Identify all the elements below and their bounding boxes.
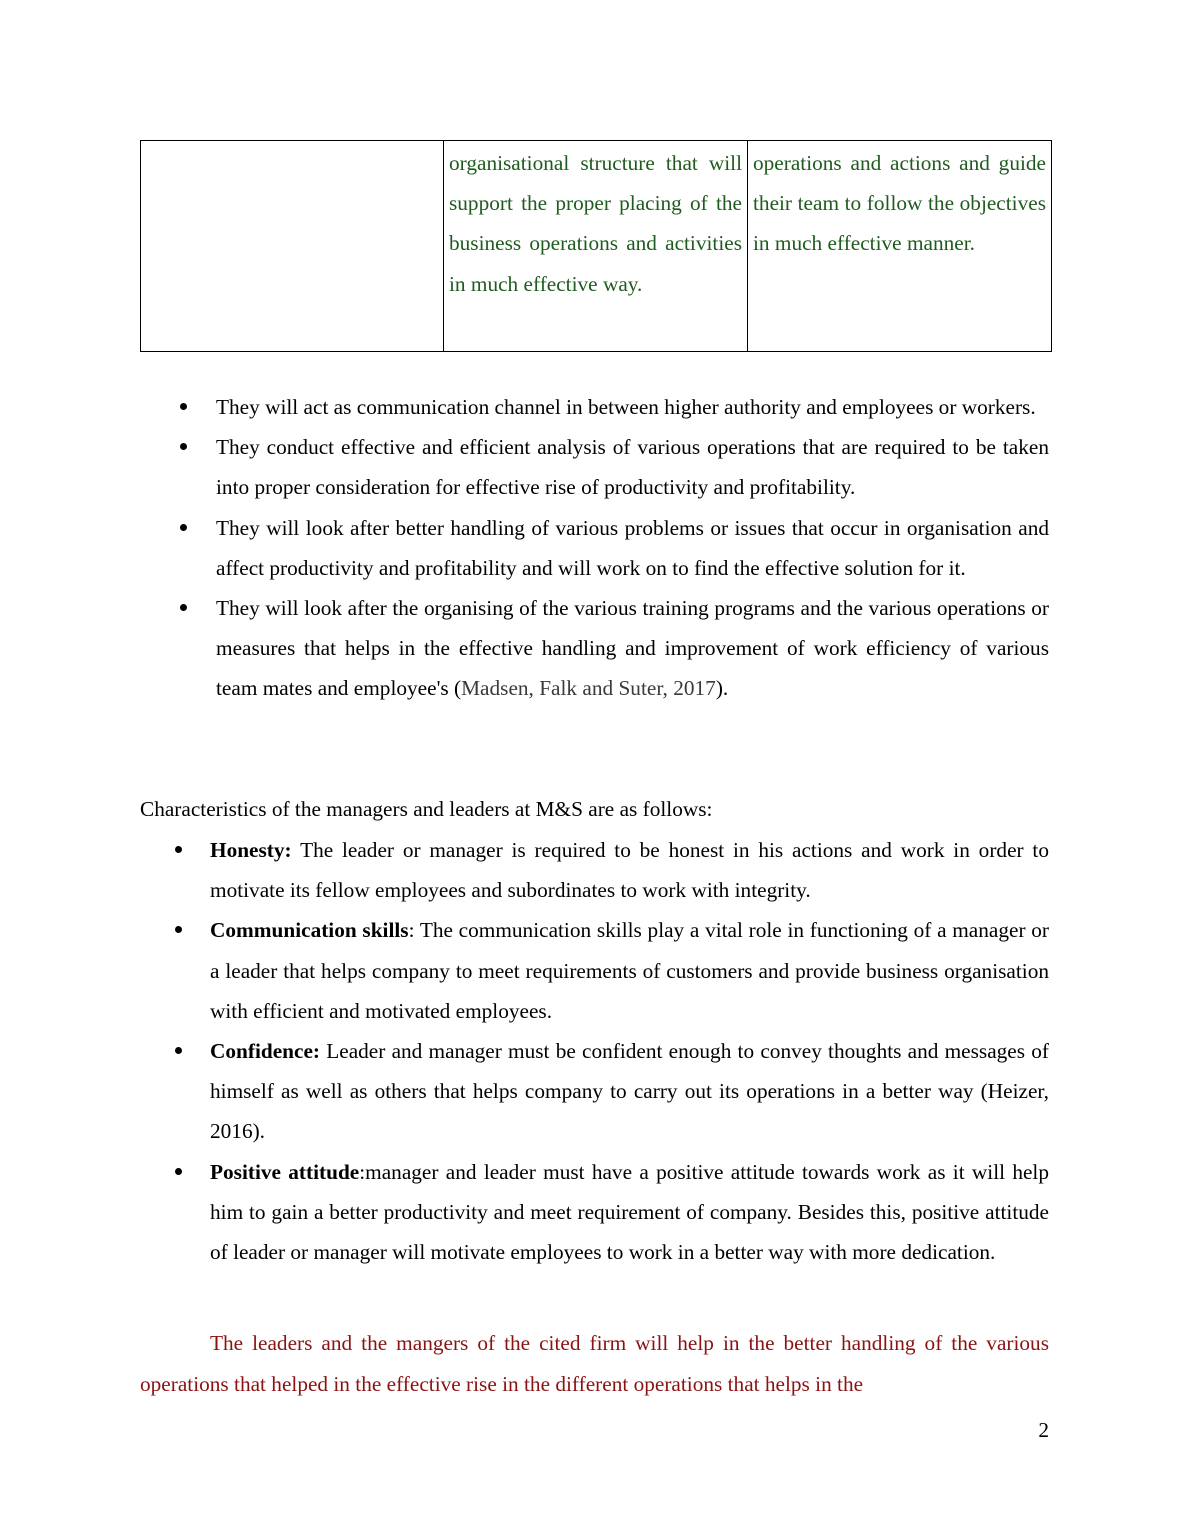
citation: Madsen, Falk and Suter, 2017 [461,676,716,701]
bullet-icon [180,604,187,611]
characteristic-term: Confidence: [210,1039,321,1064]
table-cell-operations: operations and actions and guide their team to follow the objectives in much effective manner. [748,141,1052,352]
bullet-icon [180,403,187,410]
list-item-text: They will act as communication channel in between higher authority and employees or workers. [216,395,1036,419]
bullet-icon [180,524,187,531]
bullet-icon [175,1168,182,1175]
list-item [216,387,1049,427]
list-item [216,427,1049,507]
page-number: 2 [1038,1418,1049,1442]
list-item [210,1152,1049,1273]
characteristics-heading: Characteristics of the managers and leaders at M&S are as follows: [140,797,713,821]
table-cell-empty [141,141,444,352]
characteristic-text: : The communication skills play a vital role in functioning of a manager or a leader that helps company to meet requirements of customers and provide business organisation with efficient and motivated employees. [210,918,1049,1023]
table-cell-structure: organisational structure that will support the proper placing of the business operations and activities in much effective way. [444,141,748,352]
list-item [216,508,1049,588]
list-item [216,588,1049,709]
characteristics-bullet-list [210,830,1049,1272]
list-item-text: They conduct effective and efficient analysis of various operations that are required to be taken into proper consideration for effective rise of productivity and profitability. [216,435,1049,500]
list-item-tail: ). [715,676,729,701]
list-item [210,830,1049,910]
characteristic-term: Communication skills [210,918,409,943]
list-item-text: They will look after better handling of various problems or issues that occur in organisation and affect productivity and profitability and will work on to find the effective solution for it. [216,515,1049,580]
characteristic-term: Positive attitude [210,1159,360,1184]
bullet-icon [175,846,182,853]
characteristic-term: Honesty: [210,838,292,862]
characteristic-text: The leader or manager is required to be honest in his actions and work in order to motivate its fellow employees and subordinates to work with integrity. [210,838,1049,903]
bullet-icon [175,1047,182,1054]
roles-bullet-list [216,387,1049,709]
list-item [210,910,1049,1031]
continued-table [140,140,1052,352]
closing-paragraph: The leaders and the mangers of the cited firm will help in the better handling of the various operations that helped in the effective rise in the different operations that helps in the [140,1331,1049,1396]
bullet-icon [175,926,182,933]
list-item-text: They will look after the organising of the various training programs and the various operations or measures that helps in the effective handling and improvement of work efficiency of various team mates and employee's ( [216,596,1049,701]
list-item [210,1031,1049,1152]
table-row [141,141,1052,352]
bullet-icon [180,443,187,450]
characteristic-text: :manager and leader must have a positive attitude towards work as it will help him to gain a better productivity and meet requirement of company. Besides this, positive attitude of leader or manager will motivate employees to work in a better way with more dedication. [210,1159,1049,1265]
characteristic-text: Leader and manager must be confident enough to convey thoughts and messages of himself as well as others that helps company to carry out its operations in a better way (Heizer, 2016). [210,1039,1049,1144]
